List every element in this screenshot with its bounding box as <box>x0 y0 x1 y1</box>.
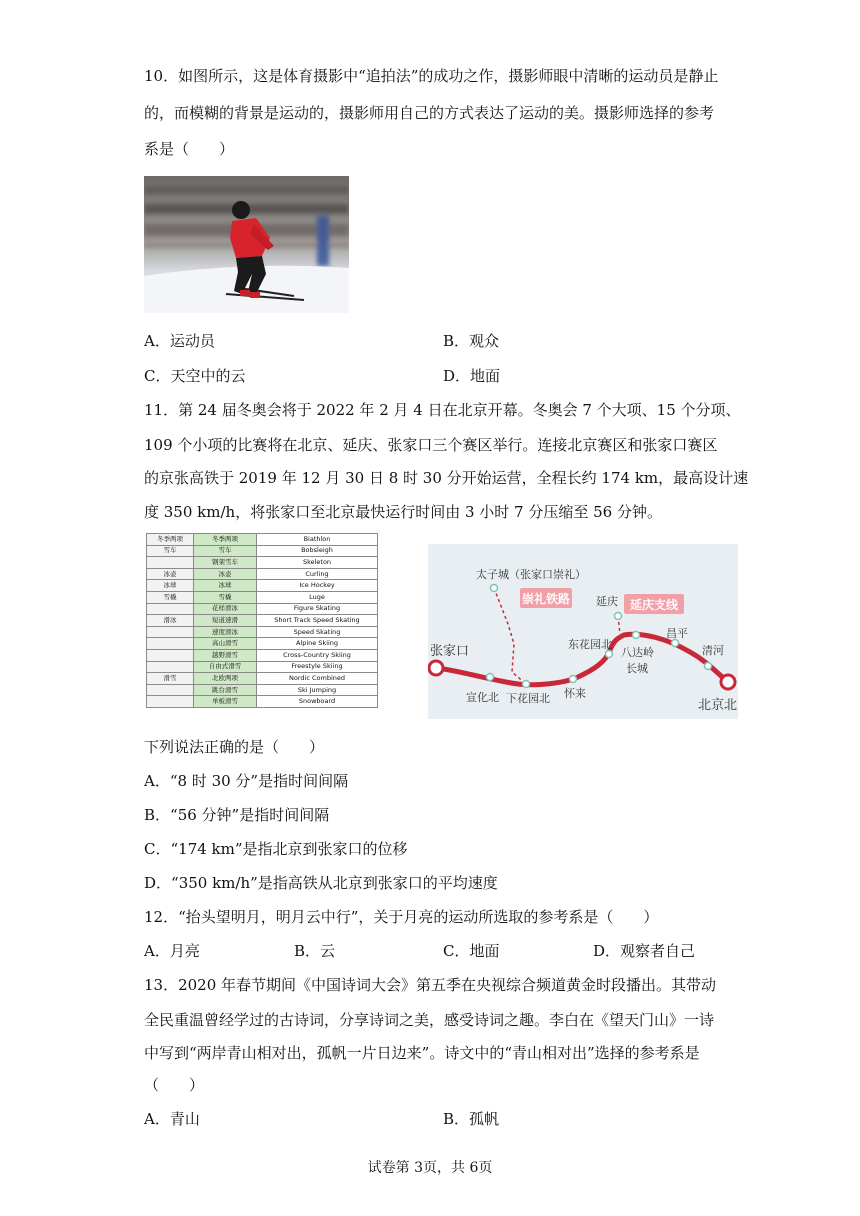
table-cell-sub: 单板滑雪 <box>194 696 257 708</box>
table-cell-sub: 越野滑雪 <box>194 649 257 661</box>
q10-option-b: B．观众 <box>443 332 500 350</box>
table-cell-en: Speed Skating <box>257 626 378 638</box>
table-cell-sub: 雪车 <box>194 545 257 557</box>
table-cell-major <box>147 603 194 615</box>
table-cell-major <box>147 696 194 708</box>
table-cell-sub: 钢架雪车 <box>194 557 257 569</box>
q10-option-a: A．运动员 <box>144 332 215 350</box>
q11-stem-line-2: 109 个小项的比赛将在北京、延庆、张家口三个赛区举行。连接北京赛区和张家口赛区 <box>144 436 718 454</box>
q10-stem-line-2: 的，而模糊的背景是运动的，摄影师用自己的方式表达了运动的美。摄影师选择的参考 <box>144 104 715 122</box>
winter-sports-table <box>146 533 378 718</box>
changping-station <box>672 640 679 647</box>
q11-stem-line-1: 11．第 24 届冬奥会将于 2022 年 2 月 4 日在北京开幕。冬奥会 7 个大项、15 个分项、 <box>144 401 741 419</box>
q13-stem-line-1: 13．2020 年春节期间《中国诗词大会》第五季在央视综合频道黄金时段播出。其带动 <box>144 976 717 994</box>
table-cell-sub: 冰壶 <box>194 568 257 580</box>
taizicheng-station <box>491 585 498 592</box>
table-cell-sub: 自由式滑雪 <box>194 661 257 673</box>
xiahuayuanbei-station <box>523 681 530 688</box>
donghuayuanbei-station <box>606 651 613 658</box>
table-row <box>147 615 378 627</box>
table-cell-sub: 花样滑冰 <box>194 603 257 615</box>
table-cell-en: Freestyle Skiing <box>257 661 378 673</box>
qinghe-label: 清河 <box>702 644 724 657</box>
xiahuayuanbei-label: 下花园北 <box>506 692 550 705</box>
yanqing-label: 延庆 <box>596 595 618 608</box>
changcheng-label: 长城 <box>626 662 648 675</box>
donghuayuanbei-label: 东花园北 <box>568 638 612 651</box>
page-footer: 试卷第 3页，共 6页 <box>367 1160 493 1176</box>
table-cell-en: Skeleton <box>257 557 378 569</box>
q13-stem-line-2: 全民重温曾经学过的古诗词，分享诗词之美，感受诗词之趣。李白在《望天门山》一诗 <box>144 1011 715 1029</box>
q11-question: 下列说法正确的是（ ） <box>144 738 325 756</box>
table-cell-major: 雪橇 <box>147 591 194 603</box>
table-cell-sub: 雪橇 <box>194 591 257 603</box>
table-cell-sub: 北欧两项 <box>194 673 257 685</box>
table-cell-major: 冰壶 <box>147 568 194 580</box>
q13-option-a: A．青山 <box>144 1110 200 1128</box>
table-row <box>147 603 378 615</box>
xuanhuabei-station <box>487 674 494 681</box>
huailai-station <box>570 676 577 683</box>
q11-stem-line-4: 度 350 km/h，将张家口至北京最快运行时间由 3 小时 7 分压缩至 56 分钟。 <box>144 503 662 521</box>
xuanhuabei-label: 宣化北 <box>466 691 499 704</box>
q12-stem: 12．“抬头望明月，明月云中行”，关于月亮的运动所选取的参考系是（ ） <box>144 908 659 926</box>
table-row <box>147 638 378 650</box>
table-cell-sub: 冬季两项 <box>194 534 257 546</box>
table-cell-en: Ski Jumping <box>257 684 378 696</box>
table-cell-en: Curling <box>257 568 378 580</box>
table-row <box>147 696 378 708</box>
table-row <box>147 626 378 638</box>
table-row <box>147 568 378 580</box>
table-row <box>147 591 378 603</box>
table-cell-major: 滑雪 <box>147 673 194 685</box>
q11-stem-line-3: 的京张高铁于 2019 年 12 月 30 日 8 时 30 分开始运营，全程长约 174 km，最高设计速 <box>144 469 749 487</box>
table-row <box>147 684 378 696</box>
beijingbei-label: 北京北 <box>698 698 738 713</box>
table-cell-en: Biathlon <box>257 534 378 546</box>
table-cell-major: 冰球 <box>147 580 194 592</box>
taizicheng-label: 太子城（张家口崇礼） <box>476 568 586 581</box>
table-cell-en: Alpine Skiing <box>257 638 378 650</box>
zhangjiakou-station <box>429 661 443 675</box>
table-cell-major: 滑冰 <box>147 615 194 627</box>
table-cell-major <box>147 557 194 569</box>
changping-label: 昌平 <box>666 627 688 640</box>
table-cell-en: Snowboard <box>257 696 378 708</box>
table-cell-sub: 跳台滑雪 <box>194 684 257 696</box>
table-cell-major <box>147 661 194 673</box>
table-cell-sub: 短道速滑 <box>194 615 257 627</box>
table-cell-en: Short Track Speed Skating <box>257 615 378 627</box>
table-row <box>147 649 378 661</box>
beijingbei-station <box>721 675 735 689</box>
table-cell-sub: 冰球 <box>194 580 257 592</box>
q10-stem-line-3: 系是（ ） <box>144 140 235 158</box>
q12-option-d: D．观察者自己 <box>593 942 696 960</box>
table-cell-major <box>147 626 194 638</box>
table-row <box>147 534 378 546</box>
table-row <box>147 557 378 569</box>
q13-stem-line-3: 中写到“两岸青山相对出，孤帆一片日边来”。诗文中的“青山相对出”选择的参考系是 <box>144 1044 700 1062</box>
table-cell-en: Luge <box>257 591 378 603</box>
q12-option-c: C．地面 <box>443 942 500 960</box>
table-cell-en: Nordic Combined <box>257 673 378 685</box>
table-cell-en: Cross-Country Skiing <box>257 649 378 661</box>
table-row <box>147 545 378 557</box>
table-cell-major <box>147 684 194 696</box>
badaling-label: 八达岭 <box>621 646 654 659</box>
yanqing-station <box>615 613 622 620</box>
table-cell-major: 冬季两项 <box>147 534 194 546</box>
skier-photo <box>144 176 349 313</box>
table-cell-en: Bobsleigh <box>257 545 378 557</box>
q10-option-c: C．天空中的云 <box>144 367 246 385</box>
q11-option-b: B．“56 分钟”是指时间间隔 <box>144 806 330 824</box>
q11-option-a: A．“8 时 30 分”是指时间间隔 <box>144 772 349 790</box>
table-cell-major <box>147 638 194 650</box>
yanqing-branch-label: 延庆支线 <box>629 598 679 612</box>
table-cell-en: Figure Skating <box>257 603 378 615</box>
table-row <box>147 673 378 685</box>
badaling-station <box>633 632 640 639</box>
table-row <box>147 661 378 673</box>
q13-stem-line-4: （ ） <box>144 1076 205 1094</box>
q12-option-b: B．云 <box>294 942 336 960</box>
railway-map <box>428 544 738 719</box>
qinghe-station <box>705 663 712 670</box>
zhangjiakou-label: 张家口 <box>430 644 470 659</box>
table-cell-major <box>147 649 194 661</box>
table-cell-major: 雪车 <box>147 545 194 557</box>
huailai-label: 怀来 <box>564 687 586 700</box>
table-row <box>147 580 378 592</box>
q12-option-a: A．月亮 <box>144 942 200 960</box>
table-cell-sub: 高山滑雪 <box>194 638 257 650</box>
table-cell-sub: 速度滑冰 <box>194 626 257 638</box>
table-cell-en: Ice Hockey <box>257 580 378 592</box>
q10-option-d: D．地面 <box>443 367 501 385</box>
q10-stem-line-1: 10．如图所示，这是体育摄影中“追拍法”的成功之作，摄影师眼中清晰的运动员是静止 <box>144 67 719 85</box>
q13-option-b: B．孤帆 <box>443 1110 500 1128</box>
chongli-branch-label: 崇礼铁路 <box>521 592 571 606</box>
q11-option-d: D．“350 km/h”是指高铁从北京到张家口的平均速度 <box>144 874 498 892</box>
q11-option-c: C．“174 km”是指北京到张家口的位移 <box>144 840 408 858</box>
